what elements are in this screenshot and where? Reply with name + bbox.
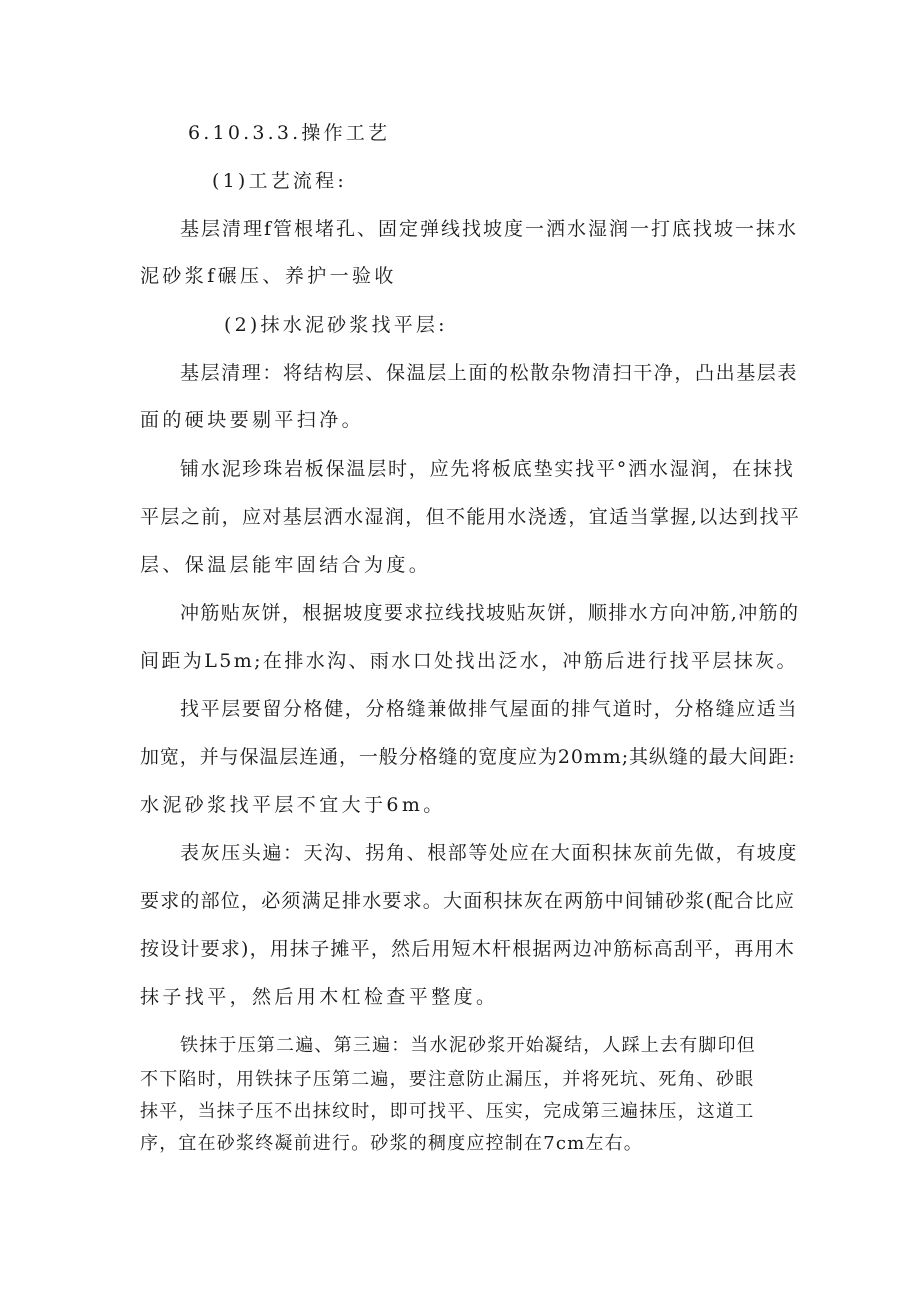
flow-line-1: 基层清理f管根堵孔、固定弹线找坡度一洒水湿润一打底找坡一抹水 (180, 218, 799, 240)
para-1-line-1: 基层清理：将结构层、保温层上面的松散杂物清扫干净，凸出基层表 (180, 362, 799, 384)
para-4-line-3: 水泥砂浆找平层不宜大于6m。 (140, 794, 446, 816)
para-6-line-4: 序，宜在砂浆终凝前进行。砂浆的稠度应控制在7cm左右。 (140, 1133, 643, 1154)
para-5-line-2: 要求的部位，必须满足排水要求。大面积抹灰在两筋中间铺砂浆(配合比应 (140, 890, 796, 912)
para-6-line-1: 铁抹于压第二遍、第三遍：当水泥砂浆开始凝结，人踩上去有脚印但 (180, 1035, 756, 1056)
para-6-line-3: 抹平，当抹子压不出抹纹时，即可找平、压实，完成第三遍抹压，这道工 (140, 1101, 755, 1122)
para-2-line-3: 层、保温层能牢固结合为度。 (140, 554, 432, 576)
para-3-line-1: 冲筋贴灰饼，根据坡度要求拉线找坡贴灰饼，顺排水方向冲筋,冲筋的 (180, 602, 800, 624)
flow-line-2: 泥砂浆f碾压、养护一验收 (140, 265, 397, 287)
para-2-line-1: 铺水泥珍珠岩板保温层时，应先将板底垫实找平°洒水湿润，在抹找 (180, 458, 795, 480)
para-5-line-4: 抹子找平，然后用木杠检查平整度。 (140, 986, 499, 1008)
para-4-line-1: 找平层要留分格健，分格缝兼做排气屋面的排气道时，分格缝应适当 (180, 698, 799, 720)
para-6-line-2: 不下陷时，用铁抹子压第二遍，要注意防止漏压，并将死坑、死角、砂眼 (140, 1069, 755, 1090)
subheading-leveling-layer: (2)抹水泥砂浆找平层: (224, 314, 448, 336)
section-heading: 6.10.3.3.操作工艺 (188, 122, 391, 144)
para-4-line-2: 加宽，并与保温层连通，一般分格缝的宽度应为20mm;其纵缝的最大间距: (140, 746, 796, 768)
para-3-line-2: 间距为L5m;在排水沟、雨水口处找出泛水，冲筋后进行找平层抹灰。 (140, 650, 798, 672)
para-5-line-3: 按设计要求)，用抹子摊平，然后用短木杆根据两边冲筋标高刮平，再用木 (140, 938, 796, 960)
para-2-line-2: 平层之前，应对基层洒水湿润，但不能用水浇透，宜适当掌握,以达到找平 (140, 506, 801, 528)
subheading-process-flow: (1)工艺流程: (212, 170, 347, 192)
para-5-line-1: 表灰压头遍：天沟、拐角、根部等处应在大面积抹灰前先做，有坡度 (180, 842, 799, 864)
para-1-line-2: 面的硬块要剔平扫净。 (140, 409, 365, 431)
